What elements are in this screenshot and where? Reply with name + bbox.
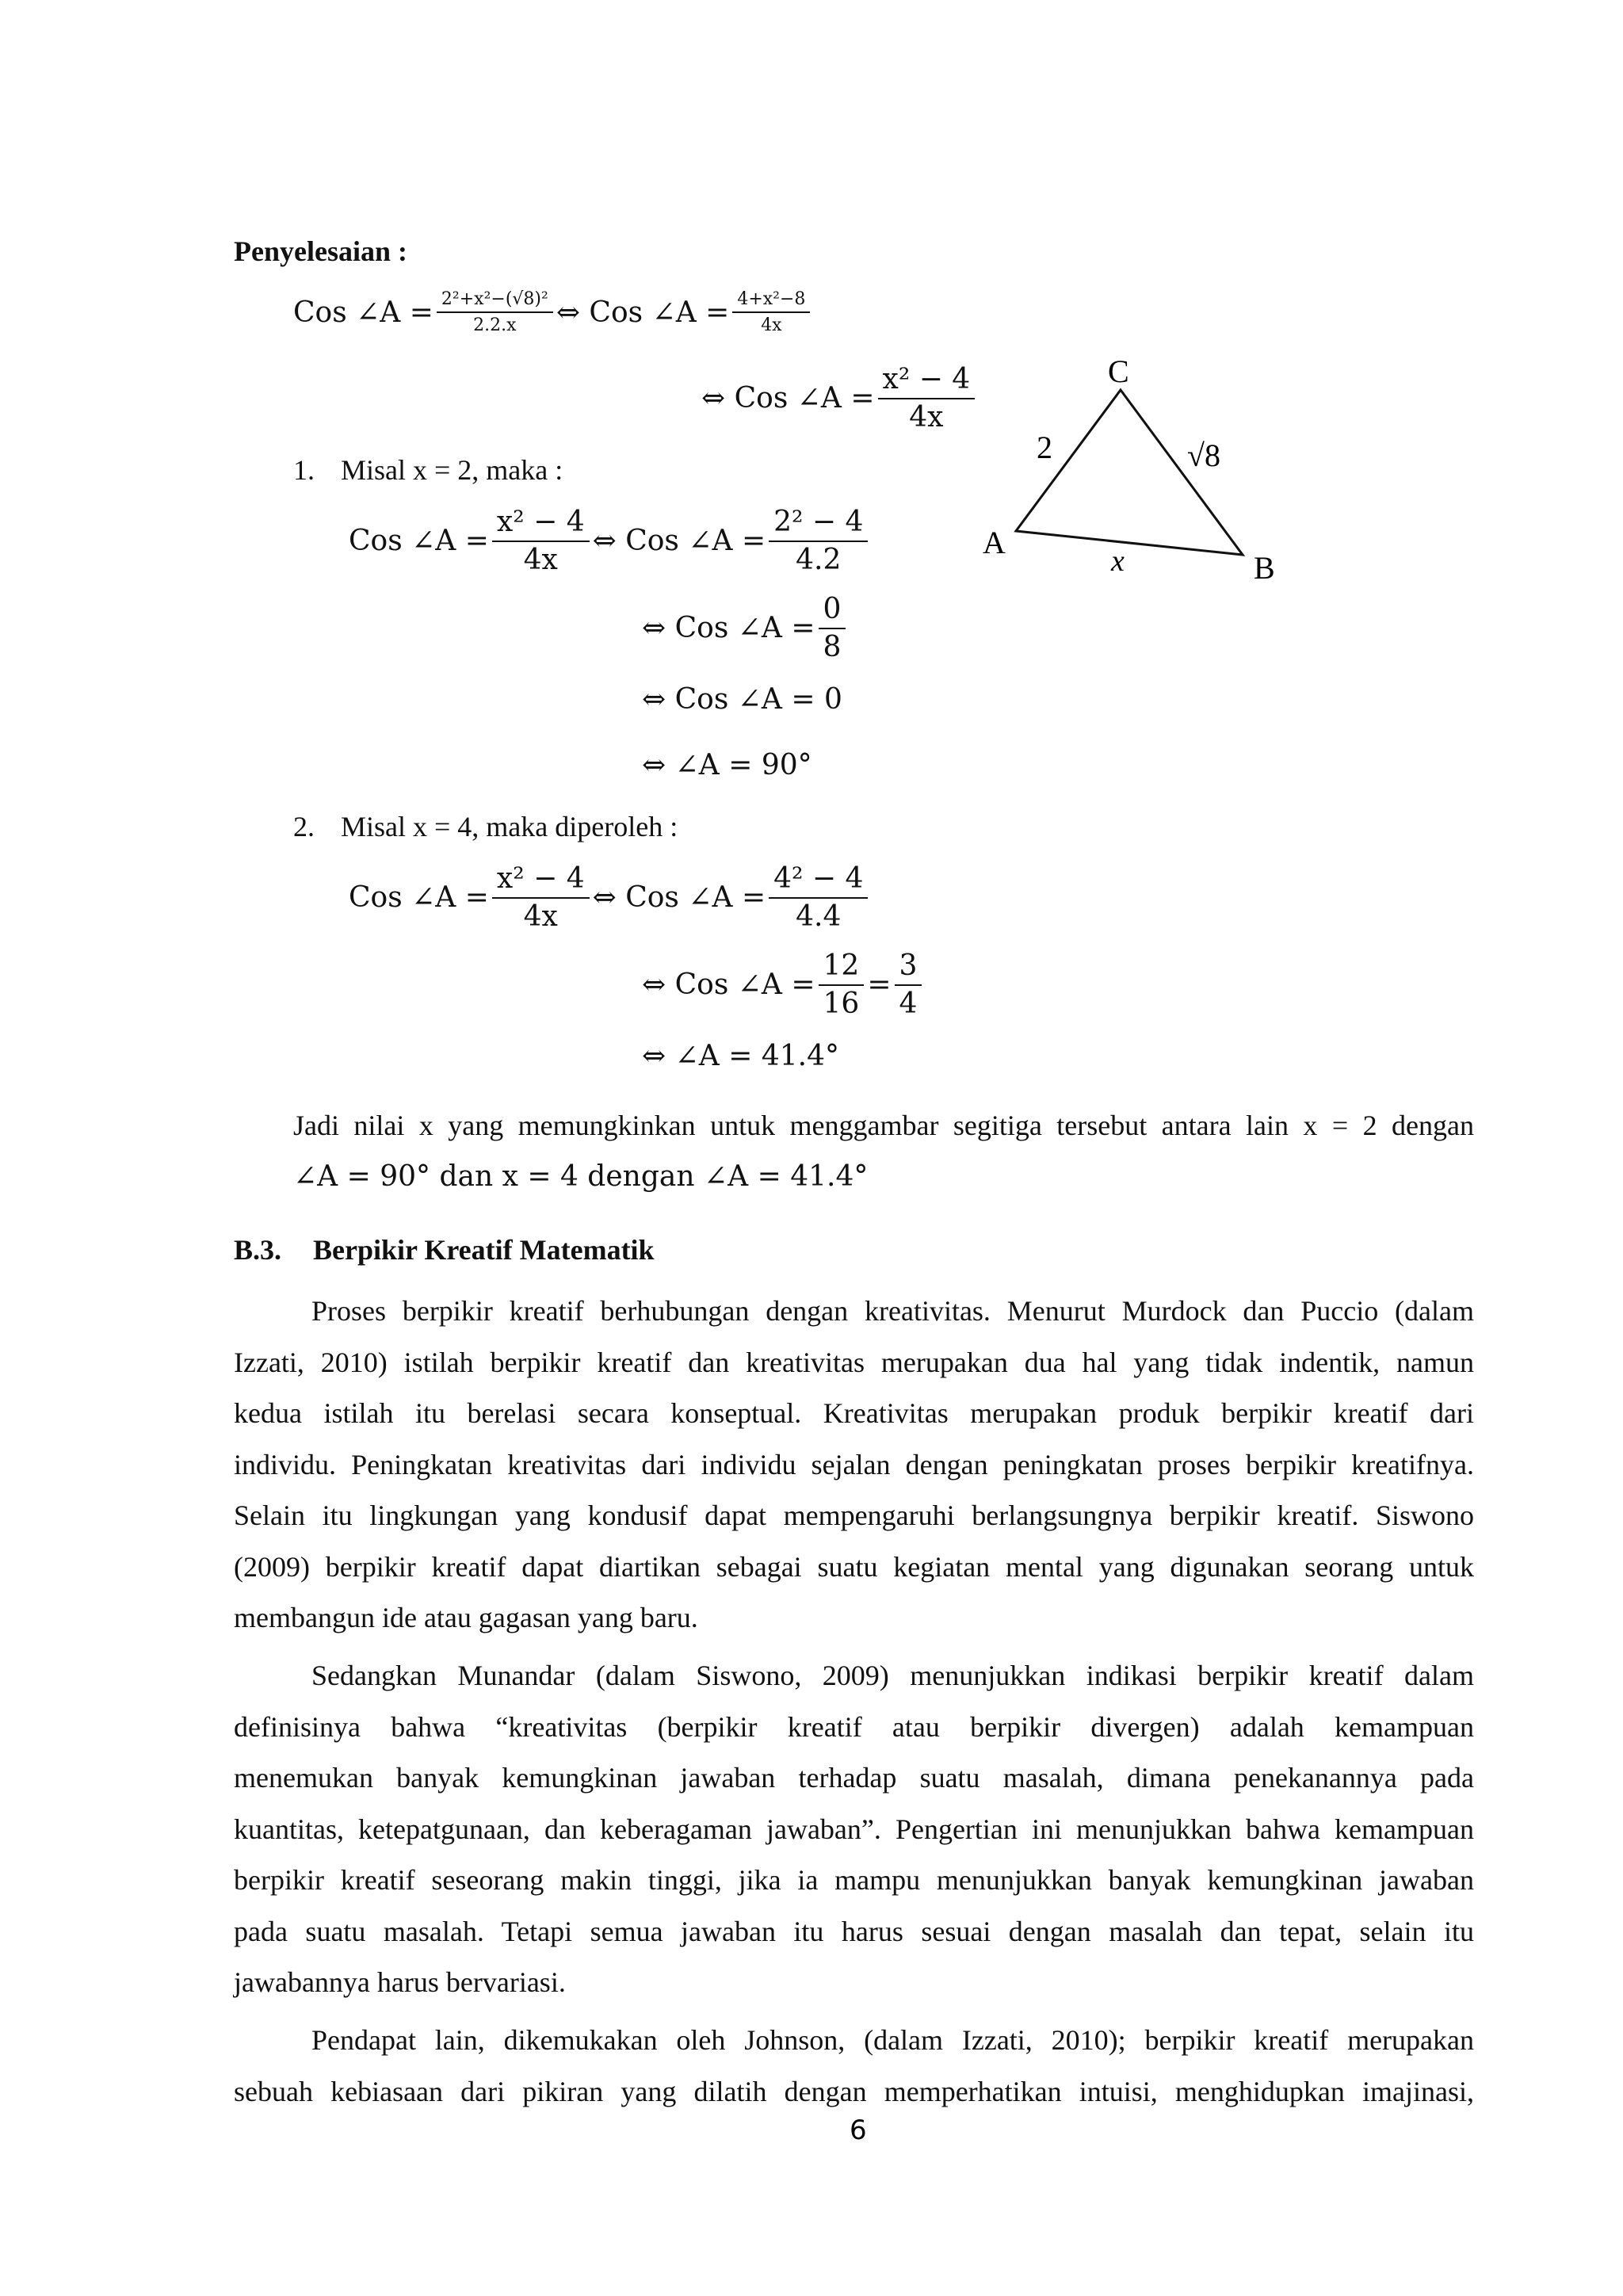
fraction [437, 290, 553, 334]
fraction-denominator: 4x [523, 900, 558, 933]
paragraph-line: pada suatu masalah. Tetapi semua jawaban itu harus sesuai dengan masalah dan tepat, selain itu [234, 1915, 1474, 1947]
vertex-b-label: B [1254, 550, 1275, 586]
fraction-denominator: 4.2 [796, 543, 842, 576]
fraction-numerator: 12 [819, 951, 865, 986]
conclusion-line: Jadi nilai x yang memungkinkan untuk menggambar segitiga tersebut antara lain x = 2 dengan [293, 1110, 1474, 1141]
case1-line1 [349, 507, 871, 575]
equation-lhs: Cos ∠A = [349, 525, 489, 558]
fraction-numerator: x² − 4 [492, 507, 590, 542]
paragraph-line: jawabannya harus bervariasi. [234, 1966, 566, 1998]
paragraph-line: membangun ide atau gagasan yang baru. [234, 1602, 698, 1633]
fraction [878, 365, 976, 433]
case2-label: 2. [293, 811, 315, 842]
paragraph-line: Proses berpikir kreatif berhubungan dengan kreativitas. Menurut Murdock dan Puccio (dalam [311, 1295, 1474, 1327]
fraction-denominator: 2.2.x [473, 315, 517, 336]
paragraph-line: Izzati, 2010) istilah berpikir kreatif dan kreativitas merupakan dua hal yang tidak indentik, namun [234, 1346, 1474, 1378]
fraction [492, 864, 590, 932]
fraction [769, 864, 868, 932]
paragraph-line: Sedangkan Munandar (dalam Siswono, 2009) menunjukkan indikasi berpikir kreatif dalam [311, 1660, 1474, 1691]
fraction [492, 507, 590, 575]
paragraph-1 [234, 1286, 1474, 1644]
fraction [895, 951, 922, 1019]
formula-reduced [701, 365, 978, 433]
solution-heading: Penyelesaian : [234, 235, 407, 267]
case2-line1 [349, 864, 871, 932]
fraction-numerator: 4² − 4 [769, 864, 868, 899]
formula-main-iff: ⇔ Cos ∠A = [556, 296, 730, 329]
formula-main-lhs: Cos ∠A = [293, 296, 433, 329]
equation-lhs: Cos ∠A = [349, 881, 489, 915]
fraction [819, 951, 865, 1019]
fraction-numerator: 4+x²−8 [732, 290, 810, 313]
fraction [732, 290, 810, 334]
paragraph-line: kuantitas, ketepatgunaan, dan keberagaman jawaban”. Pengertian ini menunjukkan bahwa kemampuan [234, 1813, 1474, 1845]
fraction-denominator: 4x [909, 400, 944, 434]
fraction-denominator: 8 [823, 630, 842, 663]
vertex-c-label: C [1108, 353, 1129, 389]
paragraph-line: berpikir kreatif seseorang makin tinggi, jika ia mampu menunjukkan banyak kemungkinan jawaban [234, 1864, 1474, 1896]
case1-line4: ⇔ ∠A = 90° [642, 749, 812, 781]
paragraph-line: Pendapat lain, dikemukakan oleh Johnson, (dalam Izzati, 2010); berpikir kreatif merupakan [311, 2024, 1474, 2056]
fraction-numerator: 2² − 4 [769, 507, 868, 542]
page-number: 6 [850, 2115, 867, 2146]
paragraph-line: menemukan banyak kemungkinan jawaban terhadap suatu masalah, dimana penekanannya pada [234, 1762, 1474, 1794]
vertex-a-label: A [983, 525, 1006, 560]
fraction-numerator: 2²+x²−(√8)² [437, 290, 553, 313]
fraction [769, 507, 868, 575]
paragraph-line: individu. Peningkatan kreativitas dari individu sejalan dengan peningkatan proses berpikir kreatifnya. [234, 1448, 1474, 1480]
fraction-denominator: 4.4 [796, 900, 842, 933]
formula-main [293, 290, 813, 334]
conclusion-line: ∠A = 90° dan x = 4 dengan ∠A = 41.4° [293, 1159, 869, 1193]
section-number: B.3. [234, 1234, 282, 1266]
triangle-diagram [967, 341, 1300, 594]
equation-lhs: ⇔ Cos ∠A = [642, 612, 815, 645]
case1-line2 [642, 594, 849, 663]
fraction-denominator: 4x [761, 315, 782, 336]
equation-iff: ⇔ Cos ∠A = [592, 881, 766, 915]
paragraph-line: Selain itu lingkungan yang kondusif dapat mempengaruhi berlangsungnya berpikir kreatif. Siswono [234, 1499, 1474, 1531]
fraction-denominator: 16 [823, 987, 860, 1020]
fraction-numerator: x² − 4 [492, 864, 590, 899]
paragraph-line: definisinya bahwa “kreativitas (berpikir kreatif atau berpikir divergen) adalah kemampuan [234, 1710, 1474, 1743]
case2-text: Misal x = 4, maka diperoleh : [341, 811, 678, 842]
fraction-numerator: 0 [819, 594, 846, 629]
side-ab-label: x [1111, 544, 1125, 578]
paragraph-line: sebuah kebiasaan dari pikiran yang dilatih dengan memperhatikan intuisi, menghidupkan imajinasi, [234, 2075, 1474, 2107]
side-bc-label: √8 [1187, 437, 1220, 473]
paragraph-line: kedua istilah itu berelasi secara konseptual. Kreativitas merupakan produk berpikir kreatif dari [234, 1397, 1474, 1429]
section-title: Berpikir Kreatif Matematik [313, 1234, 655, 1266]
fraction-numerator: x² − 4 [878, 365, 976, 399]
formula-reduced-lhs: ⇔ Cos ∠A = [701, 382, 875, 415]
equation-lhs: ⇔ Cos ∠A = [642, 968, 815, 1002]
case1-label: 1. [293, 454, 315, 486]
case1-line3: ⇔ Cos ∠A = 0 [642, 683, 842, 716]
fraction [819, 594, 846, 663]
equation-iff: ⇔ Cos ∠A = [592, 525, 766, 558]
paragraph-3 [234, 2015, 1474, 2117]
case1-text: Misal x = 2, maka : [341, 454, 563, 486]
paragraph-line: (2009) berpikir kreatif dapat diartikan sebagai suatu kegiatan mental yang digunakan seorang untuk [234, 1550, 1474, 1583]
paragraph-2 [234, 1650, 1474, 2008]
case2-line2 [642, 951, 925, 1019]
fraction-denominator: 4x [523, 543, 558, 576]
fraction-denominator: 4 [899, 987, 918, 1020]
conclusion [293, 1100, 1474, 1202]
equals-sign: = [867, 968, 892, 1002]
side-ac-label: 2 [1037, 430, 1052, 465]
case2-line3: ⇔ ∠A = 41.4° [642, 1040, 839, 1072]
fraction-numerator: 3 [895, 951, 922, 986]
